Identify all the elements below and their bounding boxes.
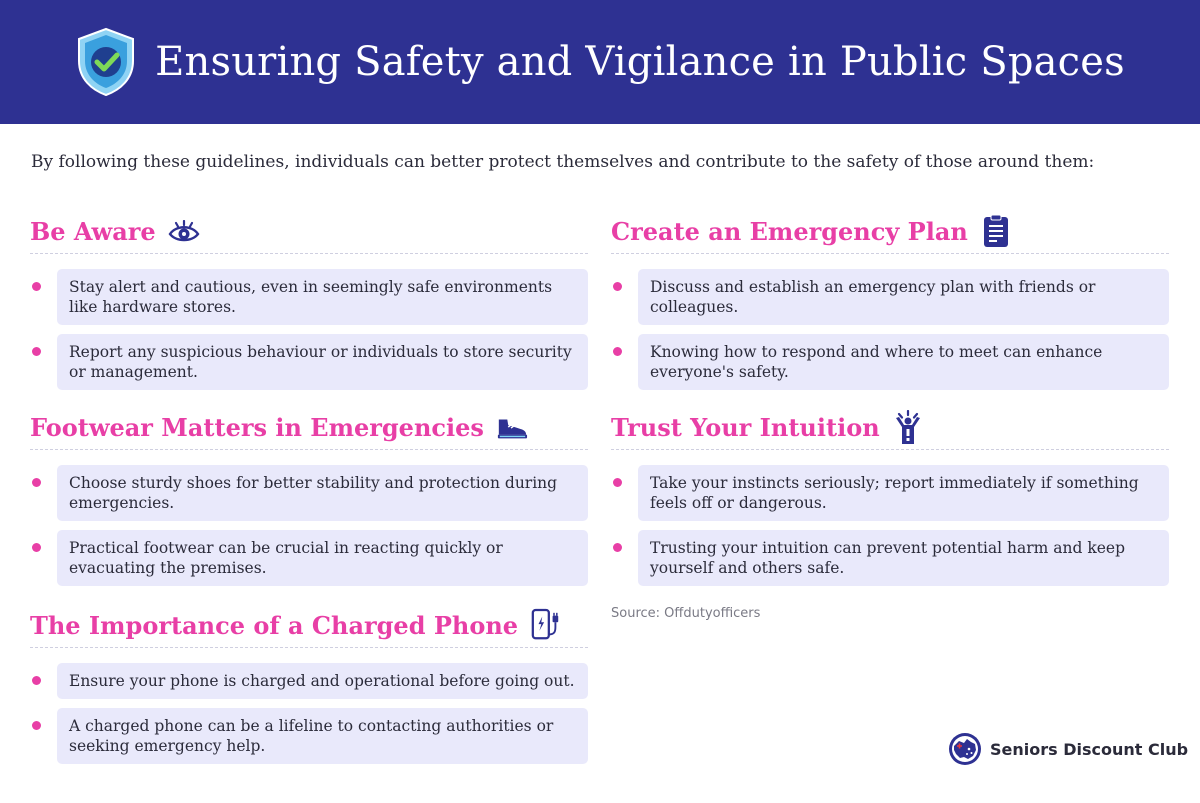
bullet-dot xyxy=(32,282,41,291)
bullet-dot xyxy=(613,347,622,356)
section-emergency-plan xyxy=(611,212,1169,390)
source-credit: Source: Offdutyofficers xyxy=(611,606,761,621)
right-column xyxy=(611,212,1169,606)
header-banner xyxy=(0,0,1200,124)
item-text: Practical footwear can be crucial in reacting quickly or evacuating the premises. xyxy=(57,530,588,586)
section-header xyxy=(611,408,1169,450)
bullet-dot xyxy=(32,543,41,552)
list-item xyxy=(30,530,588,586)
bullet-dot xyxy=(613,543,622,552)
item-text: Take your instincts seriously; report immediately if something feels off or dangerous. xyxy=(638,465,1169,521)
bullet-dot xyxy=(32,676,41,685)
section-header xyxy=(30,212,588,254)
item-text: Discuss and establish an emergency plan with friends or colleagues. xyxy=(638,269,1169,325)
charging-phone-icon xyxy=(530,609,562,643)
section-items xyxy=(30,465,588,586)
header-inner xyxy=(75,27,1125,97)
item-text: A charged phone can be a lifeline to contacting authorities or seeking emergency help. xyxy=(57,708,588,764)
list-item xyxy=(611,269,1169,325)
section-items xyxy=(30,663,588,764)
section-header xyxy=(30,606,588,648)
section-title: Create an Emergency Plan xyxy=(611,217,968,246)
eye-icon xyxy=(168,215,200,249)
alert-person-icon xyxy=(892,411,924,445)
item-text: Choose sturdy shoes for better stability and protection during emergencies. xyxy=(57,465,588,521)
brand-footer xyxy=(948,732,1188,766)
item-text: Stay alert and cautious, even in seemingly safe environments like hardware stores. xyxy=(57,269,588,325)
item-text: Ensure your phone is charged and operational before going out. xyxy=(57,663,588,699)
section-title: Trust Your Intuition xyxy=(611,413,880,442)
bullet-dot xyxy=(613,282,622,291)
item-text: Report any suspicious behaviour or individuals to store security or management. xyxy=(57,334,588,390)
list-item xyxy=(30,708,588,764)
section-title: The Importance of a Charged Phone xyxy=(30,611,519,640)
section-trust-intuition xyxy=(611,408,1169,586)
section-title: Footwear Matters in Emergencies xyxy=(30,413,484,442)
shoe-icon xyxy=(496,411,528,445)
item-text: Knowing how to respond and where to meet can enhance everyone's safety. xyxy=(638,334,1169,390)
section-be-aware xyxy=(30,212,588,390)
list-item xyxy=(611,465,1169,521)
shield-check-icon xyxy=(75,27,137,97)
list-item xyxy=(30,663,588,699)
australia-map-badge-icon xyxy=(948,732,982,766)
list-item xyxy=(611,530,1169,586)
page-title: Ensuring Safety and Vigilance in Public Spaces xyxy=(155,39,1125,85)
brand-name: Seniors Discount Club xyxy=(990,739,1189,759)
section-header xyxy=(611,212,1169,254)
section-header xyxy=(30,408,588,450)
bullet-dot xyxy=(613,478,622,487)
bullet-dot xyxy=(32,478,41,487)
list-item xyxy=(30,334,588,390)
left-column xyxy=(30,212,588,784)
item-text: Trusting your intuition can prevent potential harm and keep yourself and others safe. xyxy=(638,530,1169,586)
section-charged-phone xyxy=(30,606,588,764)
list-item xyxy=(30,269,588,325)
section-items xyxy=(611,269,1169,390)
list-item xyxy=(611,334,1169,390)
list-item xyxy=(30,465,588,521)
section-title: Be Aware xyxy=(30,217,156,246)
section-footwear xyxy=(30,408,588,586)
bullet-dot xyxy=(32,721,41,730)
section-items xyxy=(30,269,588,390)
checklist-icon xyxy=(980,215,1012,249)
bullet-dot xyxy=(32,347,41,356)
section-items xyxy=(611,465,1169,586)
intro-text: By following these guidelines, individuals can better protect themselves and contribute to the safety of those around them: xyxy=(31,152,1095,172)
